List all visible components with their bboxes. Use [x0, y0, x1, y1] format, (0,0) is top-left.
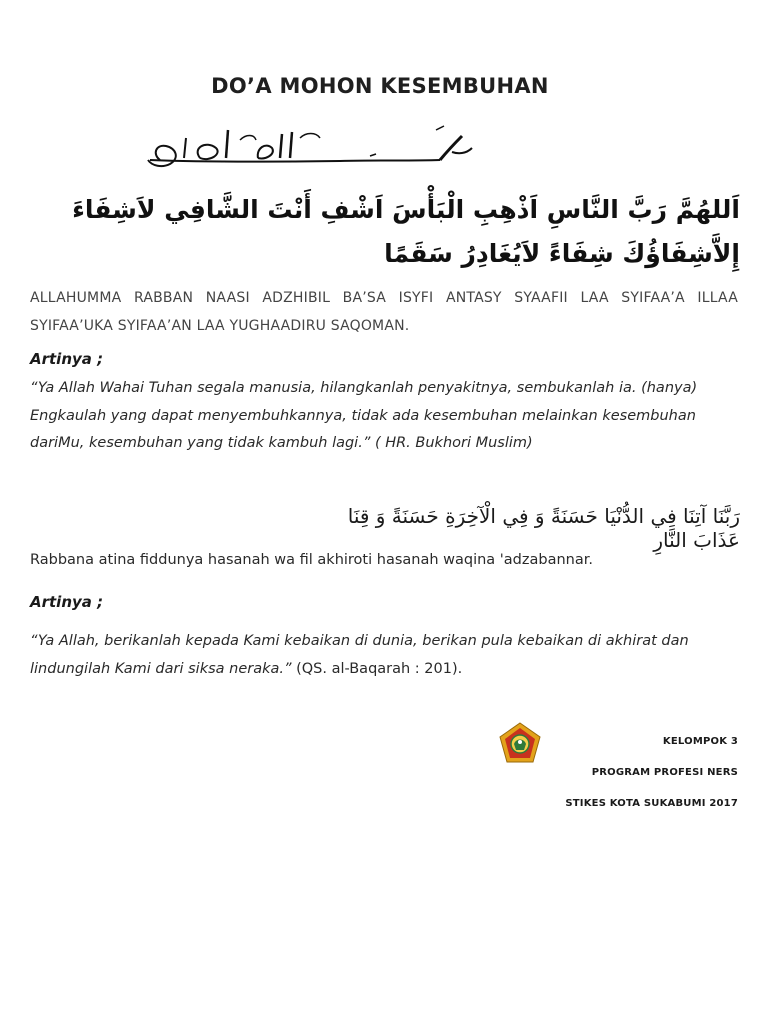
footer-institution: STIKES KOTA SUKABUMI 2017 [565, 798, 738, 809]
prayer2-artinya-label: Artinya ; [30, 593, 104, 611]
prayer2-arabic-text: رَبَّنَا آتِنَا فِي الدُّنْيَا حَسَنَةً وَ فِي الْآخِرَةِ حَسَنَةً وَ قِنَا عَذَابَ النَّارِ [347, 504, 740, 552]
prayer2-meaning [30, 627, 738, 683]
prayer2-meaning-text: “Ya Allah, berikanlah kepada Kami kebaikan di dunia, berikan pula kebaikan di akhirat dan lindungilah Kami dari siksa neraka.” [30, 633, 689, 677]
prayer1-arabic-text: اَللهُمَّ رَبَّ النَّاسِ اَذْهِبِ الْبَأْسَ اَشْفِ أَنْتَ الشَّافِي لاَشِفَاءَ إِلاَّشِفَاؤُكَ شِفَاءً لاَيُغَادِرُ سَقَمًا [72, 195, 740, 268]
logo-center-dot [518, 740, 522, 744]
footer-program: PROGRAM PROFESI NERS [591, 767, 738, 778]
basmala-calligraphy-image [140, 118, 480, 178]
footer-group: KELOMPOK 3 [662, 736, 738, 747]
prayer2-transliteration: Rabbana atina fiddunya hasanah wa fil akhiroti hasanah waqina 'adzabannar. [30, 552, 593, 568]
prayer1-transliteration: ALLAHUMMA RABBAN NAASI ADZHIBIL BA’SA ISYFI ANTASY SYAAFII LAA SYIFAA’A ILLAA SYIFAA’UKA SYIFAA’AN LAA YUGHAADIRU SAQOMAN. [30, 290, 738, 334]
institution-logo [498, 722, 542, 766]
prayer2-meaning-source: (QS. al-Baqarah : 201). [291, 661, 463, 677]
institution-logo-emblem [498, 722, 542, 766]
prayer1-artinya-label: Artinya ; [30, 350, 104, 368]
page-title: DO’A MOHON KESEMBUHAN [211, 74, 549, 98]
prayer1-meaning: “Ya Allah Wahai Tuhan segala manusia, hilangkanlah penyakitnya, sembukanlah ia. (hanya) Engkaulah yang dapat menyembuhkannya, tidak ada kesembuhan melainkan kesembuhan dariMu, kesembuhan yang tidak kambuh lagi.” ( HR. Bukhori Muslim) [30, 380, 698, 451]
basmala-calligraphy [140, 118, 480, 178]
